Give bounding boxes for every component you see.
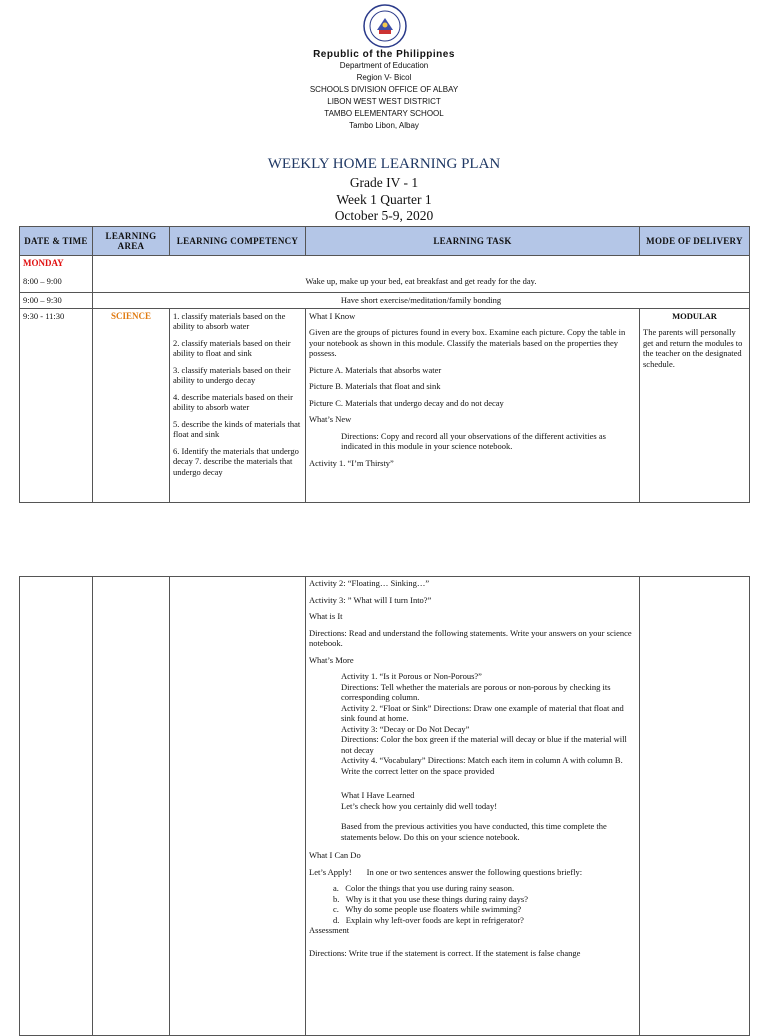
task-line: What I Know (309, 310, 356, 321)
date-line: October 5-9, 2020 (334, 208, 434, 223)
mode-label: MODULAR (672, 310, 717, 321)
grade-line: Grade IV - 1 (349, 175, 419, 190)
activity-line: Activity 3: “Decay or Do Not Decay” (341, 723, 470, 734)
day-text: MONDAY (23, 258, 64, 268)
time-cell: 9:00 – 9:30 (20, 293, 93, 309)
task-line: Activity 3: ” What will I turn Into?” (309, 594, 432, 605)
time-cell: 9:30 - 11:30 (20, 308, 93, 502)
header-line: LIBON WEST WEST DISTRICT (327, 97, 441, 106)
learned-text: Based from the previous activities you have conducted, this time complete the statements below. Do this on your science notebook. (341, 821, 607, 842)
header-line: TAMBO ELEMENTARY SCHOOL (324, 109, 444, 118)
question-marker: d. (333, 914, 340, 925)
question-marker: a. (333, 883, 339, 893)
deped-seal (363, 4, 407, 48)
task-line: Given are the groups of pictures found in every box. Examine each picture. Copy the table in your notebook as shown in this module. Classify the materials based on the properties they possess. (309, 327, 626, 358)
task-line: Directions: Read and understand the following statements. Write your answers on your science notebook. (309, 627, 632, 648)
learned-line: Let’s check how you certainly did well today! (341, 800, 498, 811)
assessment-directions: Directions: Write true if the statement is correct. If the statement is false change (309, 947, 581, 958)
competency-item: 1. classify materials based on the ability to absorb water (173, 310, 286, 331)
header-line: Region V- Bicol (356, 73, 412, 82)
apply-line (309, 867, 636, 878)
activity-line: Activity 4. “Vocabulary” Directions: Match each item in column A with column B. Write the correct letter on the space provided (341, 755, 623, 776)
task-line: Picture A. Materials that absorbs water (309, 364, 442, 375)
competency-item: 5. describe the kinds of materials that float and sink (173, 418, 301, 439)
task-line: Activity 1. “I’m Thirsty” (309, 457, 394, 468)
question-item (333, 883, 636, 894)
header-line: Tambo Libon, Albay (349, 121, 419, 130)
republic-line: Republic of the Philippines (313, 49, 455, 60)
learning-area (93, 308, 170, 502)
page-title: WEEKLY HOME LEARNING PLAN (267, 156, 501, 172)
learning-plan-table-continued (19, 576, 750, 1036)
competency-item: 6. Identify the materials that undergo decay 7. describe the materials that undergo decay (173, 445, 299, 477)
question-item (333, 904, 636, 915)
task-cell (306, 577, 640, 1036)
question-marker: c. (333, 904, 339, 914)
empty-cell (93, 256, 750, 271)
learning-plan-table (19, 226, 750, 503)
question-text: Explain why left-over foods are kept in refrigerator? (345, 914, 524, 925)
week-line: Week 1 Quarter 1 (336, 192, 432, 207)
task-line: What I Can Do (309, 850, 361, 860)
question-text: Why do some people use floaters while swimming? (345, 904, 522, 914)
question-marker: b. (333, 893, 340, 904)
empty-cell (170, 577, 306, 1036)
learned-title: What I Have Learned (341, 790, 415, 800)
competency-item: 2. classify materials based on their ability to float and sink (173, 337, 291, 358)
col-header: DATE & TIME (20, 227, 93, 256)
task-cell (306, 308, 640, 502)
question-item (333, 915, 636, 926)
apply-text: In one or two sentences answer the following questions briefly: (366, 866, 583, 877)
competency-item: 3. classify materials based on their ability to undergo decay (173, 364, 291, 385)
time-cell: 8:00 – 9:00 (20, 271, 93, 293)
mode-cell (640, 308, 750, 502)
col-header: MODE OF DELIVERY (640, 227, 750, 256)
whats-more-block (309, 671, 636, 842)
competency-item: 4. describe materials based on their ability to absorb water (173, 391, 293, 412)
header-line: Department of Education (339, 61, 429, 70)
question-item (333, 894, 636, 905)
day-label (20, 256, 93, 271)
empty-cell (20, 577, 93, 1036)
activity-line: Activity 1. “Is it Porous or Non-Porous?” (341, 671, 482, 681)
empty-cell (93, 577, 170, 1036)
competency-cell (170, 308, 306, 502)
col-header: LEARNING AREA (93, 227, 170, 256)
mode-description: The parents will personally get and return the modules to the teacher on the designated schedule. (643, 327, 743, 369)
task-line: Activity 2: “Floating… Sinking…” (309, 578, 430, 588)
task-line: What’s New (309, 414, 352, 424)
col-header: LEARNING TASK (306, 227, 640, 256)
routine-text: Wake up, make up your bed, eat breakfast and get ready for the day. (93, 271, 750, 293)
science-label: SCIENCE (110, 310, 151, 321)
task-line: Picture C. Materials that undergo decay and do not decay (309, 397, 504, 408)
activity-line: Activity 2. “Float or Sink” Directions: Draw one example of material that float and sink found at home. (341, 702, 624, 723)
question-text: Color the things that you use during rainy season. (345, 883, 515, 893)
task-line: What’s More (309, 654, 354, 665)
task-line: Picture B. Materials that float and sink (309, 381, 441, 391)
header-line: SCHOOLS DIVISION OFFICE OF ALBAY (309, 85, 459, 94)
question-text: Why is it that you use these things during rainy days? (345, 893, 528, 904)
task-line: What is It (309, 611, 343, 621)
apply-label: Let’s Apply! (309, 866, 352, 877)
empty-cell (640, 577, 750, 1036)
activity-line: Directions: Color the box green if the material will decay or blue if the material will not decay (341, 734, 627, 755)
activity-line: Directions: Tell whether the materials are porous or non-porous by checking its corresponding column. (341, 681, 611, 702)
routine-text: Have short exercise/meditation/family bonding (93, 293, 750, 309)
question-list (309, 883, 636, 925)
assessment-title: Assessment (309, 925, 350, 935)
task-directions: Directions: Copy and record all your observations of the different activities as indicated in this module in your science notebook. (341, 430, 606, 451)
col-header: LEARNING COMPETENCY (170, 227, 306, 256)
